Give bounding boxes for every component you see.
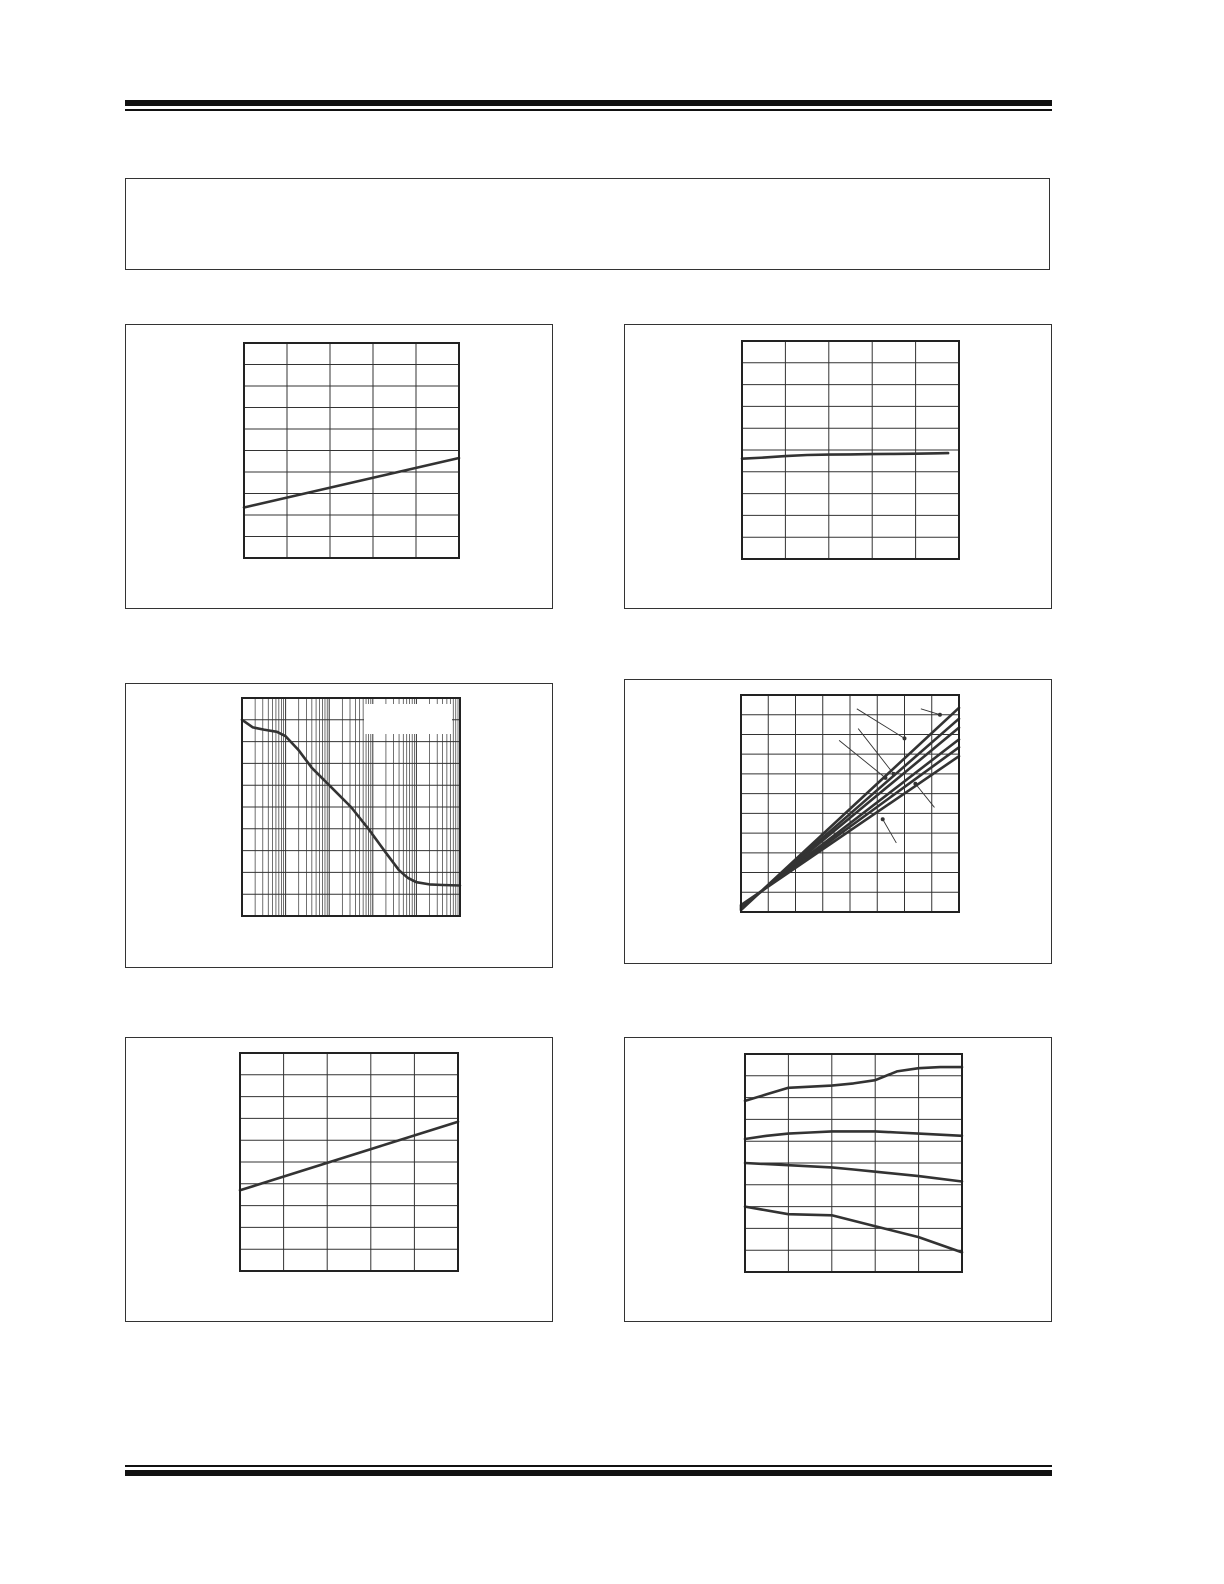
note-box bbox=[125, 178, 1050, 270]
chart-1-grid bbox=[244, 343, 459, 558]
chart-1-series-1 bbox=[244, 458, 459, 508]
chart-5-grid bbox=[240, 1053, 458, 1271]
chart-4-svg bbox=[625, 680, 1053, 965]
chart-4-callout-arrowhead bbox=[903, 736, 907, 740]
chart-2-series-1 bbox=[742, 453, 948, 459]
chart-4-callout-arrowhead bbox=[881, 817, 885, 821]
chart-2-svg bbox=[625, 325, 1053, 610]
bottom-rule-thick bbox=[125, 1470, 1052, 1476]
chart-4-callout-arrowhead bbox=[883, 776, 887, 780]
top-rule-thick bbox=[125, 100, 1052, 106]
top-rule-thin bbox=[125, 109, 1052, 111]
chart-panel-3 bbox=[125, 683, 553, 968]
chart-6-grid bbox=[745, 1054, 962, 1272]
chart-panel-1 bbox=[125, 324, 553, 609]
chart-3-legend-box bbox=[364, 704, 452, 734]
chart-6-svg bbox=[625, 1038, 1053, 1323]
chart-1-svg bbox=[126, 325, 554, 610]
chart-5-series-1 bbox=[240, 1122, 458, 1191]
chart-4-callout-arrowhead bbox=[938, 713, 942, 717]
chart-4-callout-arrowhead bbox=[913, 782, 917, 786]
chart-3-series-1 bbox=[242, 720, 460, 886]
chart-6-series-1 bbox=[745, 1067, 962, 1101]
chart-2-grid bbox=[742, 341, 959, 559]
chart-panel-5 bbox=[125, 1037, 553, 1322]
chart-5-svg bbox=[126, 1038, 554, 1323]
chart-panel-2 bbox=[624, 324, 1052, 609]
chart-4-callout-2 bbox=[858, 729, 893, 774]
chart-4-callout-6 bbox=[883, 819, 897, 843]
chart-6-series-4 bbox=[745, 1207, 962, 1253]
bottom-rule-thin bbox=[125, 1465, 1052, 1467]
chart-6-series-3 bbox=[745, 1163, 962, 1182]
chart-4-callout-arrowhead bbox=[892, 772, 896, 776]
chart-3-svg bbox=[126, 684, 554, 969]
chart-4-callout-3 bbox=[839, 740, 885, 777]
chart-4-callout-4 bbox=[921, 709, 940, 715]
chart-panel-4 bbox=[624, 679, 1052, 964]
chart-6-series-2 bbox=[745, 1131, 962, 1139]
chart-panel-6 bbox=[624, 1037, 1052, 1322]
